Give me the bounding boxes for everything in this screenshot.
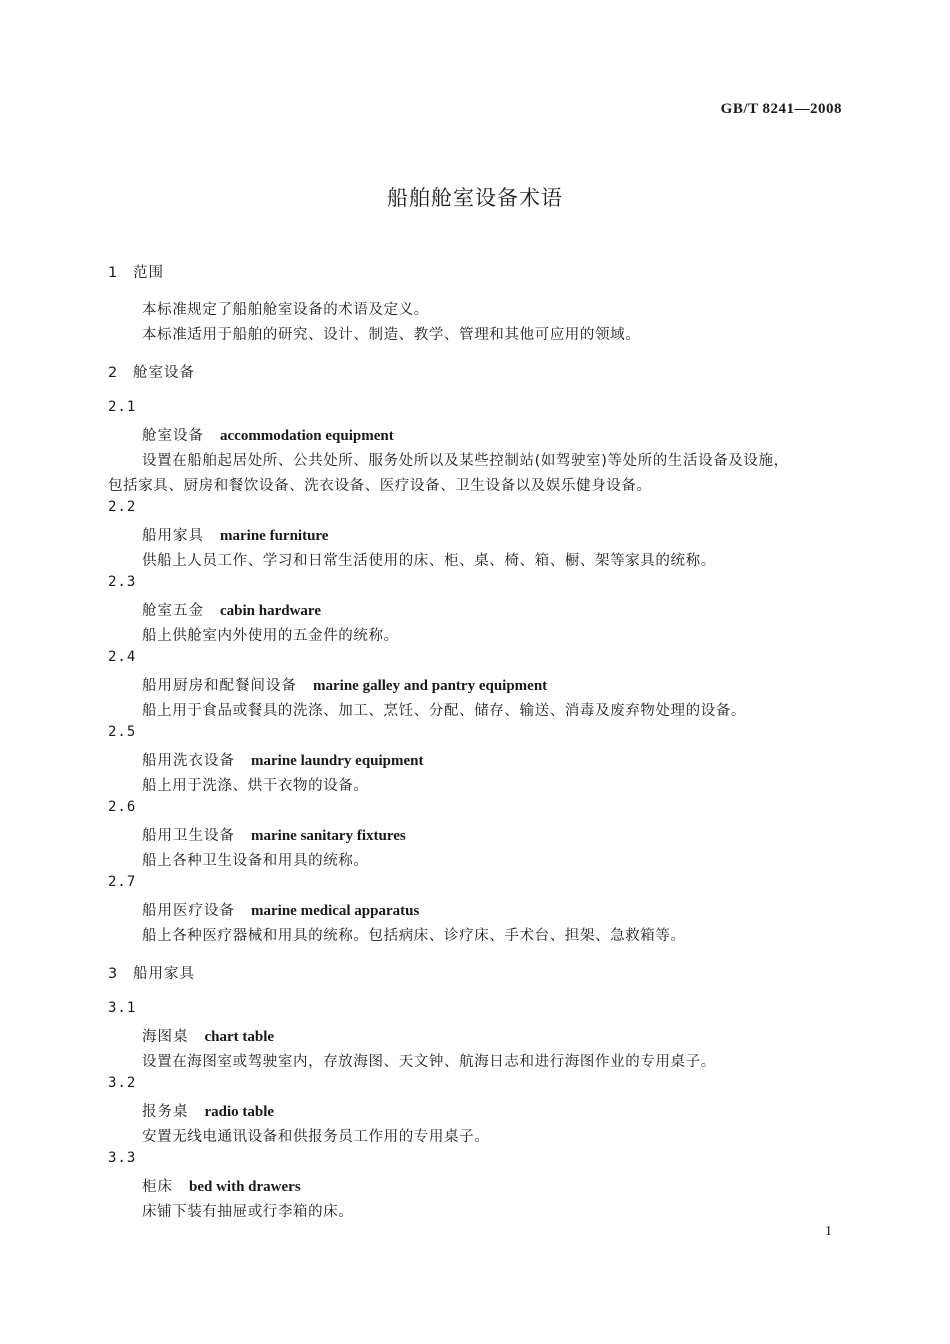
paragraph: 本标准规定了船舶舱室设备的术语及定义。 — [142, 302, 429, 318]
term-name: 舱室五金 cabin hardware — [142, 603, 321, 619]
standard-code: GB/T 8241—2008 — [720, 101, 842, 117]
term-definition: 船上供舱室内外使用的五金件的统称。 — [142, 628, 399, 644]
paragraph: 本标准适用于船舶的研究、设计、制造、教学、管理和其他可应用的领域。 — [142, 327, 641, 343]
page-title: 船舶舱室设备术语 — [387, 186, 563, 210]
term-name: 船用家具 marine furniture — [142, 528, 329, 544]
term-number: 2.6 — [108, 799, 137, 815]
term-name: 报务桌 radio table — [142, 1104, 275, 1120]
section-heading: 3 船用家具 — [108, 966, 195, 982]
term-definition: 设置在海图室或驾驶室内，存放海图、天文钟、航海日志和进行海图作业的专用桌子。 — [142, 1054, 716, 1070]
section-heading: 2 舱室设备 — [108, 365, 195, 381]
term-number: 2.7 — [108, 874, 137, 890]
term-number: 2.1 — [108, 399, 137, 415]
term-number: 2.5 — [108, 724, 137, 740]
term-number: 2.3 — [108, 574, 137, 590]
term-name: 海图桌 chart table — [142, 1029, 275, 1045]
term-definition: 船上各种医疗器械和用具的统称。包括病床、诊疗床、手术台、担架、急救箱等。 — [142, 928, 686, 944]
section-heading: 1 范围 — [108, 265, 164, 281]
term-name: 柜床 bed with drawers — [142, 1179, 301, 1195]
term-number: 2.4 — [108, 649, 137, 665]
term-definition: 船上各种卫生设备和用具的统称。 — [142, 853, 369, 869]
term-definition: 供船上人员工作、学习和日常生活使用的床、柜、桌、椅、箱、橱、架等家具的统称。 — [142, 553, 716, 569]
term-definition: 包括家具、厨房和餐饮设备、洗衣设备、医疗设备、卫生设备以及娱乐健身设备。 — [108, 478, 652, 494]
term-definition: 船上用于洗涤、烘干衣物的设备。 — [142, 778, 369, 794]
term-name: 船用厨房和配餐间设备 marine galley and pantry equipment — [142, 678, 548, 694]
term-definition: 船上用于食品或餐具的洗涤、加工、烹饪、分配、储存、输送、消毒及废弃物处理的设备。 — [142, 703, 746, 719]
page-number: 1 — [825, 1224, 832, 1239]
term-name: 船用洗衣设备 marine laundry equipment — [142, 753, 424, 769]
term-definition: 设置在船舶起居处所、公共处所、服务处所以及某些控制站(如驾驶室)等处所的生活设备及设施， — [142, 453, 789, 469]
term-number: 3.3 — [108, 1150, 137, 1166]
term-name: 船用医疗设备 marine medical apparatus — [142, 903, 420, 919]
term-number: 3.2 — [108, 1075, 137, 1091]
term-name: 舱室设备 accommodation equipment — [142, 428, 394, 444]
term-name: 船用卫生设备 marine sanitary fixtures — [142, 828, 406, 844]
term-definition: 床铺下装有抽屉或行李箱的床。 — [142, 1204, 354, 1220]
term-number: 2.2 — [108, 499, 137, 515]
term-number: 3.1 — [108, 1000, 137, 1016]
term-definition: 安置无线电通讯设备和供报务员工作用的专用桌子。 — [142, 1129, 490, 1145]
